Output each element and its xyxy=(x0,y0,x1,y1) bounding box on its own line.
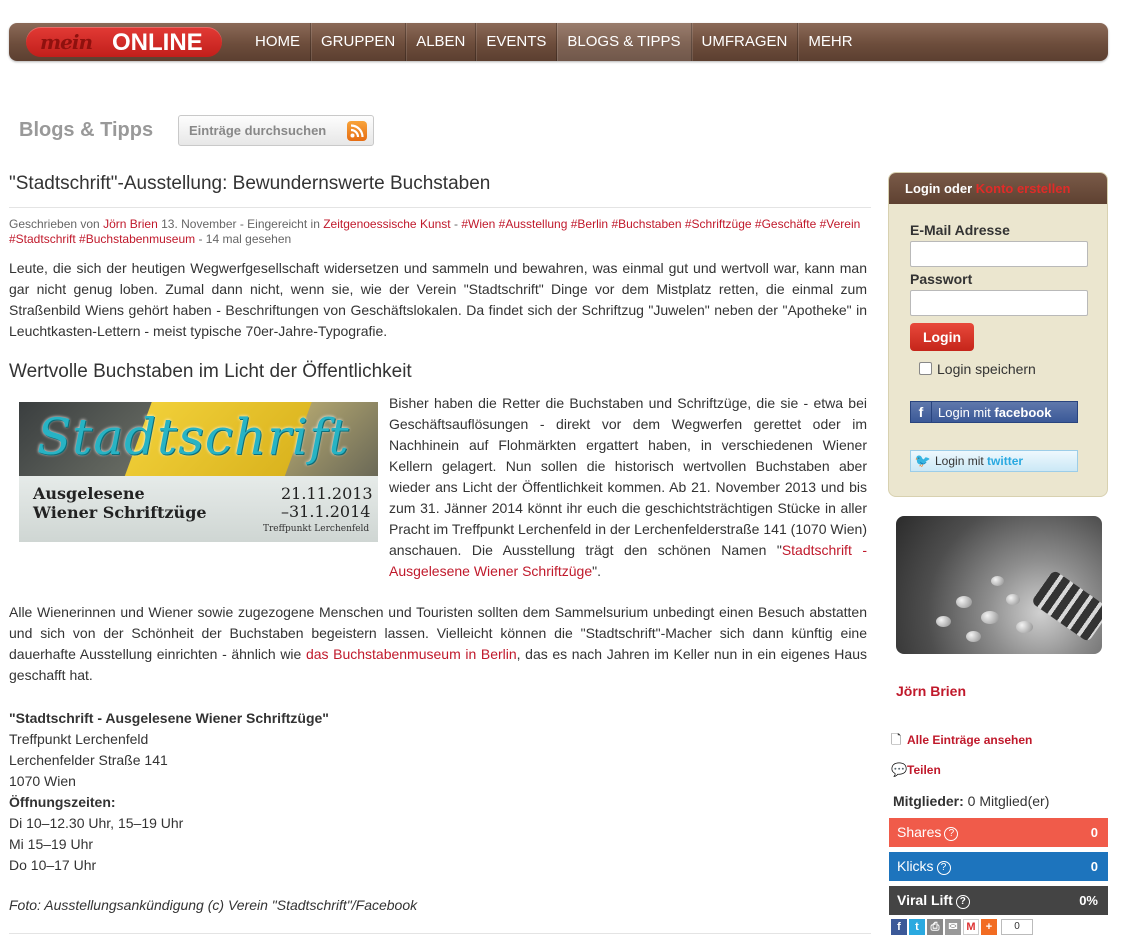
tag-link[interactable]: #Verein xyxy=(819,217,861,231)
twitter-bird-icon: 🐦 xyxy=(914,453,932,468)
exhibition-link[interactable]: Stadtschrift - Ausgelesene Wiener Schriftzüge xyxy=(389,542,867,579)
poster-location: Treffpunkt Lerchenfeld xyxy=(263,524,370,534)
tag-link[interactable]: #Wien xyxy=(461,217,496,231)
login-button[interactable]: Login xyxy=(910,323,974,351)
poster-line1: Ausgelesene xyxy=(33,484,145,503)
paragraph-text: Bisher haben die Retter die Buchstaben und Schriftzüge, die sie - etwa bei Geschäftsauflösungen - direkt vor dem Wegwerfen gerettet oder im Nachhinein auf Flohmärkten ergattert haben, in verschiedenen Wiener Kellern gelagert. Nun sollen die historisch wertvollen Buchstaben aber wieder ans Licht der Öffentlichkeit kommen. Ab 21. November 2013 und bis zum 31. Jänner 2014 könnt ihr euch die geschichtsträchtigen Stücke in aller Pracht im Treffpunkt Lerchenfeld in der Lerchenfelderstraße 141 (1070 Wien) anschauen. Die Ausstellung trägt den schönen Namen " xyxy=(389,395,867,558)
info-street: Lerchenfelder Straße 141 xyxy=(9,752,168,768)
category-link[interactable]: Zeitgenoessische Kunst xyxy=(323,217,451,231)
divider xyxy=(9,207,871,208)
viral-lift-stat xyxy=(889,886,1108,915)
photo-pill xyxy=(1006,594,1020,605)
help-icon[interactable]: ? xyxy=(956,895,970,909)
top-navigation-bar xyxy=(9,23,1108,61)
remember-label: Login speichern xyxy=(937,361,1036,377)
shares-value: 0 xyxy=(1090,825,1098,840)
facebook-brand: facebook xyxy=(994,405,1052,420)
sidebar-author-name[interactable]: Jörn Brien xyxy=(896,683,967,699)
shares-stat xyxy=(889,818,1108,847)
paragraph-end: , das es nach Jahren im Keller nun in ein eigenes Haus geschafft hat. xyxy=(9,646,867,683)
remember-checkbox[interactable] xyxy=(919,362,932,375)
gmail-icon[interactable]: M xyxy=(963,919,979,935)
main-nav xyxy=(245,23,863,61)
clicks-label: Klicks xyxy=(897,858,934,874)
meta-date: 13. November - Eingereicht in xyxy=(161,217,320,231)
search-entries-label: Einträge durchsuchen xyxy=(189,123,327,138)
info-hours-label: Öffnungszeiten: xyxy=(9,794,116,810)
members-label: Mitglieder: xyxy=(893,793,964,809)
view-count: - 14 mal gesehen xyxy=(198,232,292,246)
article-paragraph-3 xyxy=(9,602,867,686)
author-photo[interactable] xyxy=(896,516,1102,654)
site-logo[interactable] xyxy=(26,27,222,57)
article-intro: Leute, die sich der heutigen Wegwerfgesellschaft widersetzen und sammeln und bewahren, was einmal gut und wertvoll war, kann man gar nicht genug loben. Zumal dann nicht, wenn sie, wie der Verein "Stadtschrift" Dinge vor dem Mistplatz retten, die einmal zum Straßenbild Wiens gehört haben - Beschriftungen von Geschäftslokalen. Da findet sich der Schriftzug "Juwelen" neben der "Apotheke" in Leuchtkasten-Lettern - meist typische 70er-Jahre-Typografie. xyxy=(9,260,867,339)
photo-pill xyxy=(936,616,951,627)
info-hours-line: Do 10–17 Uhr xyxy=(9,857,97,873)
photo-pill xyxy=(1016,621,1033,633)
print-icon[interactable]: ⎙ xyxy=(927,919,943,935)
article-subheading: Wertvolle Buchstaben im Licht der Öffentlichkeit xyxy=(9,361,412,382)
share-count: 0 xyxy=(1001,919,1033,935)
shares-label: Shares xyxy=(897,824,942,840)
photo-can xyxy=(1031,570,1102,643)
password-field[interactable] xyxy=(910,290,1088,316)
info-hours-line: Mi 15–19 Uhr xyxy=(9,836,94,852)
rss-icon[interactable] xyxy=(347,121,367,141)
nav-item-events[interactable]: EVENTS xyxy=(476,23,557,61)
social-share-bar xyxy=(891,919,1033,935)
divider xyxy=(9,933,871,934)
create-account-link[interactable]: Konto erstellen xyxy=(975,181,1071,196)
tag-link[interactable]: #Schriftzüge xyxy=(684,217,752,231)
more-share-icon[interactable]: + xyxy=(981,919,997,935)
article-meta xyxy=(9,217,871,247)
tag-link[interactable]: #Stadtschrift xyxy=(9,232,76,246)
section-title: Blogs & Tipps xyxy=(19,119,154,141)
exhibition-poster-image xyxy=(19,402,378,542)
search-entries-button[interactable] xyxy=(178,115,374,146)
viral-value: 0% xyxy=(1079,893,1098,908)
login-header-text: Login oder xyxy=(905,181,973,196)
email-label: E-Mail Adresse xyxy=(910,222,1010,238)
meta-separator: - xyxy=(453,217,458,231)
twitter-login-button[interactable] xyxy=(910,450,1078,472)
all-entries-link[interactable] xyxy=(891,731,1032,753)
photo-pill xyxy=(966,631,981,642)
nav-item-gruppen[interactable]: GRUPPEN xyxy=(311,23,406,61)
author-link[interactable]: Jörn Brien xyxy=(103,217,158,231)
photo-caption: Foto: Ausstellungsankündigung (c) Verein "Stadtschrift"/Facebook xyxy=(9,897,418,913)
info-hours-line: Di 10–12.30 Uhr, 15–19 Uhr xyxy=(9,815,184,831)
poster-date-start: 21.11.2013 xyxy=(281,484,373,503)
login-box xyxy=(888,172,1108,497)
email-icon[interactable]: ✉ xyxy=(945,919,961,935)
members-count xyxy=(893,793,1049,809)
tag-link[interactable]: #Ausstellung xyxy=(498,217,568,231)
tag-link[interactable]: #Berlin xyxy=(570,217,609,231)
meta-prefix: Geschrieben von xyxy=(9,217,100,231)
members-value: 0 Mitglied(er) xyxy=(967,793,1050,809)
article-title: "Stadtschrift"-Ausstellung: Bewundernswerte Buchstaben xyxy=(9,173,491,194)
poster-script-title: Stadtschrift xyxy=(37,408,350,466)
facebook-login-prefix: Login mit xyxy=(938,405,991,420)
article-paragraph-2 xyxy=(389,393,867,582)
logo-prefix: mein xyxy=(40,30,93,54)
tag-link[interactable]: #Geschäfte xyxy=(754,217,817,231)
info-venue: Treffpunkt Lerchenfeld xyxy=(9,731,149,747)
document-icon: 🗋 xyxy=(891,732,902,747)
nav-item-blogs-tipps[interactable]: BLOGS & TIPPS xyxy=(557,23,691,61)
all-entries-label: Alle Einträge ansehen xyxy=(907,733,1033,747)
help-icon[interactable]: ? xyxy=(944,827,958,841)
login-header xyxy=(889,173,1107,204)
help-icon[interactable]: ? xyxy=(937,861,951,875)
info-city: 1070 Wien xyxy=(9,773,76,789)
poster-date-end: –31.1.2014 xyxy=(281,502,371,521)
facebook-login-button[interactable] xyxy=(910,401,1078,423)
tag-link[interactable]: #Buchstaben xyxy=(611,217,682,231)
facebook-icon: f xyxy=(911,402,932,422)
logo-name: ONLINE xyxy=(112,29,203,56)
twitter-brand: twitter xyxy=(987,454,1024,468)
clicks-value: 0 xyxy=(1090,859,1098,874)
facebook-share-icon[interactable]: f xyxy=(891,919,907,935)
photo-pill xyxy=(956,596,972,608)
viral-label: Viral Lift xyxy=(897,892,953,908)
nav-item-umfragen[interactable]: UMFRAGEN xyxy=(692,23,799,61)
paragraph-text: Alle Wienerinnen und Wiener sowie zugezogene Menschen und Touristen sollten dem Sammelsurium unbedingt einen Besuch abstatten und sich von der Schönheit der Buchstaben begeistern lassen. Vielleicht können die "Stadtschrift"-Macher sich dann künftig eine dauerhafte Ausstellung einrichten - ähnlich wie xyxy=(9,604,867,662)
photo-pill xyxy=(981,611,999,624)
share-link[interactable] xyxy=(891,762,941,778)
email-field[interactable] xyxy=(910,241,1088,267)
nav-item-alben[interactable]: ALBEN xyxy=(406,23,476,61)
nav-item-mehr[interactable]: MEHR xyxy=(808,33,853,50)
share-label: Teilen xyxy=(907,763,941,777)
twitter-login-prefix: Login mit xyxy=(935,454,984,468)
password-label: Passwort xyxy=(910,271,973,287)
nav-item-home[interactable]: HOME xyxy=(245,23,311,61)
remember-login xyxy=(919,361,1036,377)
twitter-share-icon[interactable]: t xyxy=(909,919,925,935)
speech-bubbles-icon: 💬 xyxy=(891,762,908,777)
clicks-stat xyxy=(889,852,1108,881)
photo-pill xyxy=(991,576,1004,586)
info-name: "Stadtschrift - Ausgelesene Wiener Schriftzüge" xyxy=(9,710,329,726)
tag-link[interactable]: #Buchstabenmuseum xyxy=(79,232,196,246)
buchstabenmuseum-link[interactable]: das Buchstabenmuseum in Berlin xyxy=(305,646,517,662)
paragraph-end: ". xyxy=(592,563,601,579)
poster-line2: Wiener Schriftzüge xyxy=(33,503,207,522)
